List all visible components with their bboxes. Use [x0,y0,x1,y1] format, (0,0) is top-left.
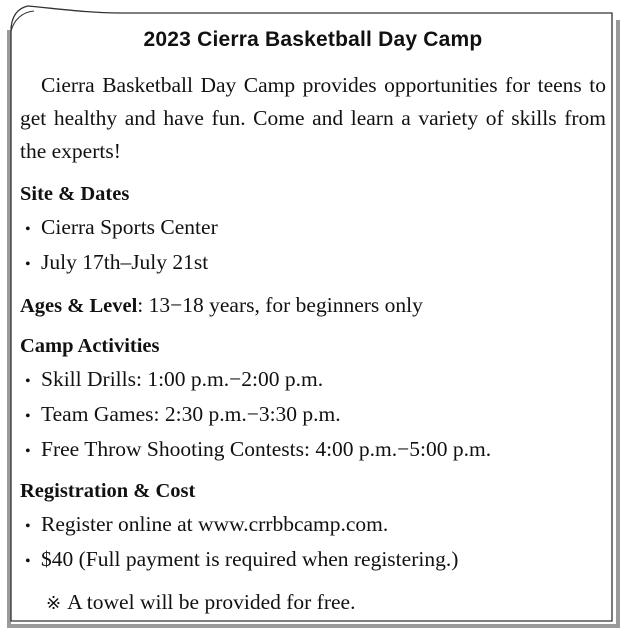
bullet-icon: • [25,443,31,460]
list-item: • $40 (Full payment is required when registering.) [20,543,606,578]
camp-activities-heading: Camp Activities [20,335,160,357]
bullet-icon: • [25,256,31,273]
ages-level-line [20,289,606,323]
bullet-icon: • [25,221,31,238]
list-item: • Cierra Sports Center [20,211,606,246]
list-item: • Team Games: 2:30 p.m.−3:30 p.m. [20,398,606,433]
site-dates-list [20,211,606,281]
towel-note [20,586,606,620]
note-text: A towel will be provided for free. [67,590,356,614]
ages-level-label: Ages & Level [20,295,138,317]
flyer-title: 2023 Cierra Basketball Day Camp [143,28,483,51]
ages-level-value: : 13−18 years, for beginners only [137,293,423,317]
registration-cost-heading: Registration & Cost [20,480,196,502]
list-item: • Free Throw Shooting Contests: 4:00 p.m.−5:00 p.m. [20,433,606,468]
list-item: • Register online at www.crrbbcamp.com. [20,508,606,543]
bullet-icon: • [25,553,31,570]
reference-mark-icon: ※ [46,593,62,613]
site-dates-heading: Site & Dates [20,183,130,205]
registration-cost-list [20,508,606,578]
flyer-content [20,28,606,620]
list-item: • July 17th–July 21st [20,246,606,281]
intro-paragraph: Cierra Basketball Day Camp provides opportunities for teens to get healthy and have fun. Come and learn a variety of skills from the experts! [20,73,606,163]
camp-activities-list [20,363,606,468]
bullet-icon: • [25,373,31,390]
bullet-icon: • [25,518,31,535]
list-item: • Skill Drills: 1:00 p.m.−2:00 p.m. [20,363,606,398]
bullet-icon: • [25,408,31,425]
